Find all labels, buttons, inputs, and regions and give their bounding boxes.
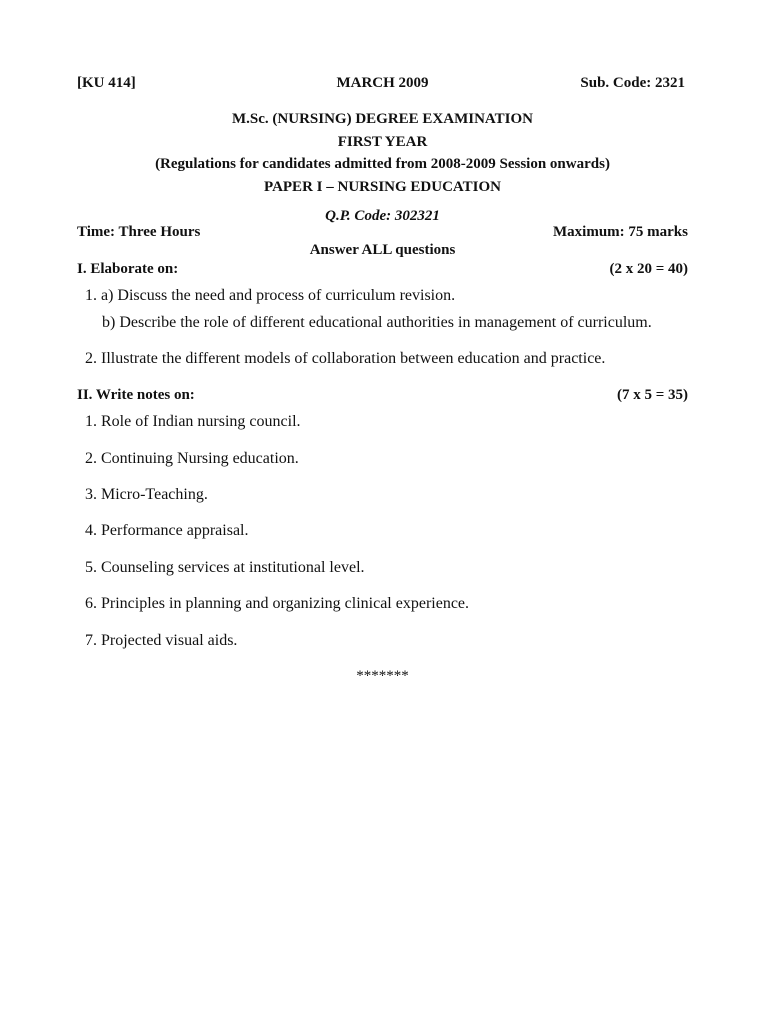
list-item: 4. Performance appraisal.	[85, 522, 249, 539]
section-1-marks: (2 x 20 = 40)	[609, 261, 688, 277]
exam-month-year: MARCH 2009	[336, 75, 429, 91]
year-title: FIRST YEAR	[337, 134, 428, 150]
degree-title: M.Sc. (NURSING) DEGREE EXAMINATION	[232, 111, 533, 127]
list-item: 6. Principles in planning and organizing clinical experience.	[85, 595, 470, 612]
list-item: 5. Counseling services at institutional level.	[85, 559, 365, 576]
section-2-marks: (7 x 5 = 35)	[616, 387, 688, 403]
instruction: Answer ALL questions	[309, 242, 456, 258]
list-item: 1. Role of Indian nursing council.	[85, 413, 301, 430]
section-1-header	[77, 259, 688, 279]
exam-duration: Time: Three Hours	[77, 224, 201, 240]
header-row	[77, 73, 688, 93]
question-1b: b) Describe the role of different educational authorities in management of curriculum.	[102, 314, 652, 331]
time-marks-row	[77, 222, 688, 242]
section-2-heading: II. Write notes on:	[77, 387, 195, 403]
end-marker: *******	[356, 668, 409, 684]
list-item: 2. Continuing Nursing education.	[85, 450, 299, 467]
section-2-header	[77, 385, 688, 405]
paper-title: PAPER I – NURSING EDUCATION	[264, 179, 501, 195]
list-item: 3. Micro-Teaching.	[85, 486, 208, 503]
maximum-marks: Maximum: 75 marks	[553, 224, 688, 240]
list-item: 7. Projected visual aids.	[85, 632, 238, 649]
qp-code: Q.P. Code: 302321	[325, 208, 440, 224]
question-1a: 1. a) Discuss the need and process of curriculum revision.	[85, 287, 456, 304]
question-2: 2. Illustrate the different models of collaboration between education and practice.	[85, 350, 606, 367]
subject-code: Sub. Code: 2321	[580, 75, 685, 91]
section-1-heading: I. Elaborate on:	[77, 261, 179, 277]
regulations-note: (Regulations for candidates admitted from 2008-2009 Session onwards)	[155, 156, 610, 172]
paper-code: [KU 414]	[77, 75, 136, 91]
